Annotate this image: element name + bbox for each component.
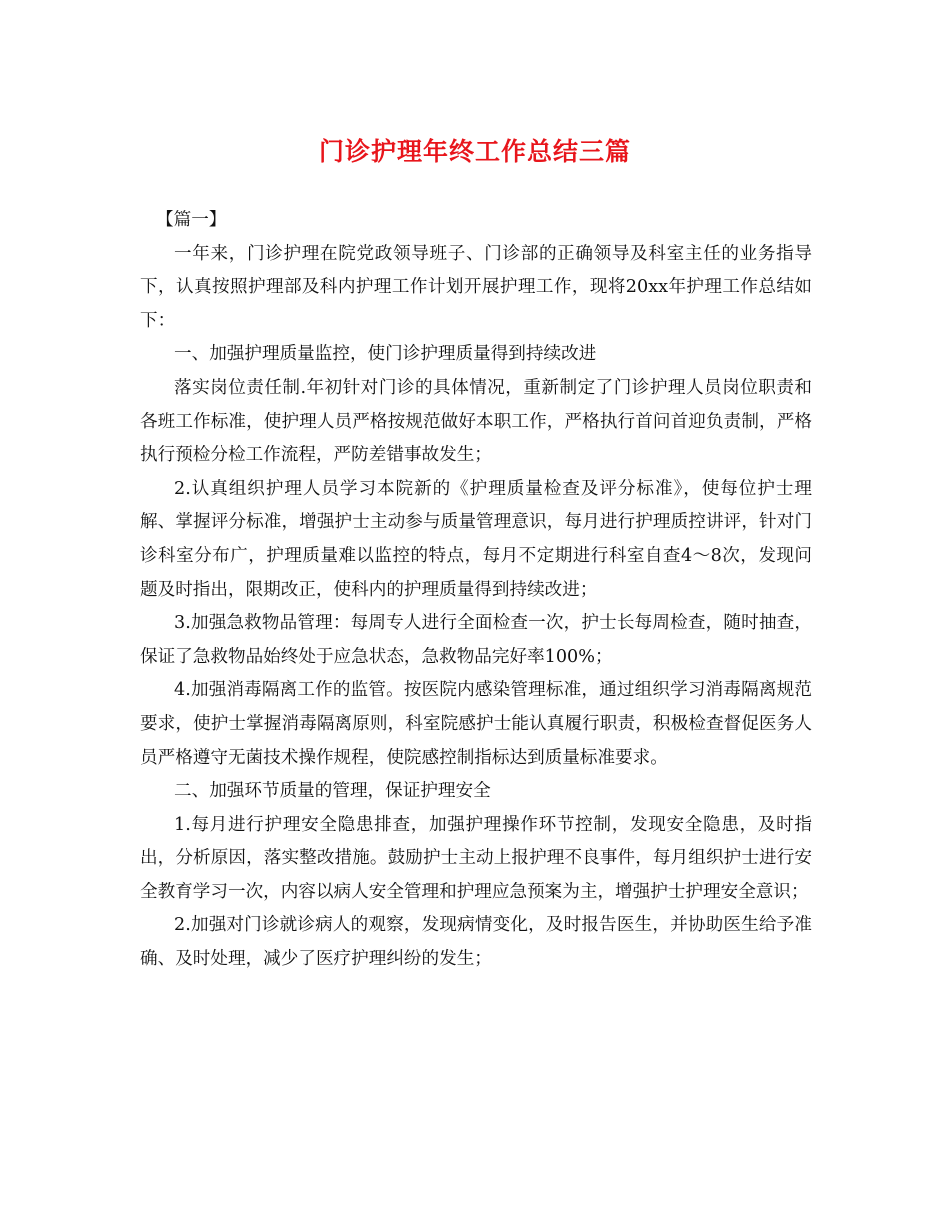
heading-process-quality: 二、加强环节质量的管理，保证护理安全 — [174, 781, 491, 802]
section-label-part-one: 【篇一】 — [156, 210, 227, 230]
paragraph-item-3-emergency-supplies: 3.加强急救物品管理：每周专人进行全面检查一次，护士长每周检查，随时抽查，保证了急救物品始终处于应急状态，急救物品完好率100%； — [140, 613, 812, 667]
document-title: 门诊护理年终工作总结三篇 — [318, 137, 631, 166]
paragraph-item-4-disinfection: 4.加强消毒隔离工作的监管。按医院内感染管理标准，通过组织学习消毒隔离规范要求，使护士掌握消毒隔离原则，科室院感护士能认真履行职责，积极检查督促医务人员严格遵守无菌技术操作规程，使院感控制指标达到质量标准要求。 — [140, 680, 812, 768]
intro-paragraph: 一年来，门诊护理在院党政领导班子、门诊部的正确领导及科室主任的业务指导下，认真按照护理部及科内护理工作计划开展护理工作，现将20xx年护理工作总结如下： — [140, 243, 812, 331]
paragraph-item-1-safety-check: 1.每月进行护理安全隐患排查，加强护理操作环节控制，发现安全隐患，及时指出，分析原因，落实整改措施。鼓励护士主动上报护理不良事件，每月组织护士进行安全教育学习一次，内容以病人安全管理和护理应急预案为主，增强护士护理安全意识； — [140, 814, 812, 902]
heading-quality-monitoring: 一、加强护理质量监控，使门诊护理质量得到持续改进 — [174, 344, 597, 365]
paragraph-job-responsibility: 落实岗位责任制.年初针对门诊的具体情况，重新制定了门诊护理人员岗位职责和各班工作标准，使护理人员严格按规范做好本职工作，严格执行首问首迎负责制，严格执行预检分检工作流程，严防差错事故发生； — [140, 377, 812, 466]
paragraph-item-2-patient-observation: 2.加强对门诊就诊病人的观察，发现病情变化，及时报告医生，并协助医生给予准确、及时处理，减少了医疗护理纠纷的发生； — [140, 915, 812, 970]
document-body — [140, 204, 812, 977]
paragraph-item-2-study-standards: 2.认真组织护理人员学习本院新的《护理质量检查及评分标准》，使每位护士理解、掌握评分标准，增强护士主动参与质量管理意识，每月进行护理质控讲评，针对门诊科室分布广，护理质量难以监控的特点，每月不定期进行科室自查4～8次，发现问题及时指出，限期改正，使科内的护理质量得到持续改进； — [140, 478, 812, 600]
